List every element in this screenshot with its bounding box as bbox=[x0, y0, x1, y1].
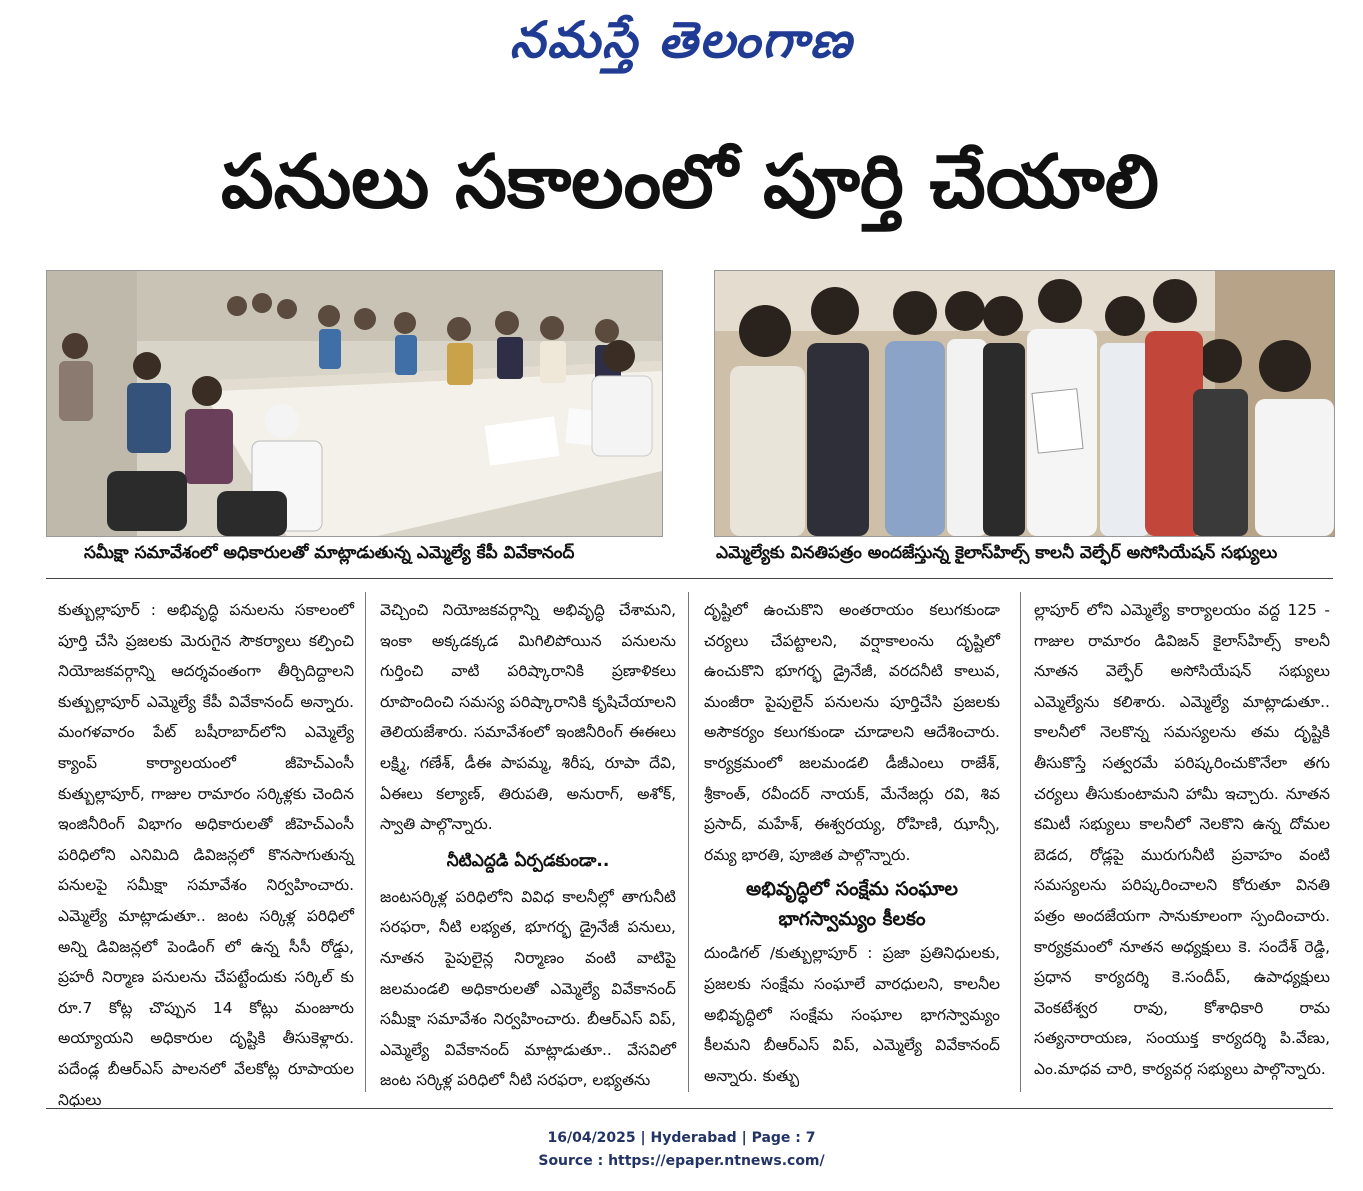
right-photo-caption: ఎమ్మెల్యేకు వినతిపత్రం అందజేస్తున్న కైలాస్‌హిల్స్ కాలనీ వెల్ఫేర్ అసోసియేషన్ సభ్యులు bbox=[716, 543, 1278, 563]
column-divider bbox=[365, 592, 366, 1092]
subheading: నీటిఎద్దడి ఏర్పడకుండా.. bbox=[446, 850, 610, 871]
column-divider bbox=[688, 592, 689, 1092]
left-photo-caption: సమీక్షా సమావేశంలో అధికారులతో మాట్లాడుతున్న ఎమ్మెల్యే కేపీ వివేకానంద్ bbox=[84, 543, 575, 563]
bottom-rule bbox=[46, 1108, 1333, 1109]
article-column-4 bbox=[1034, 595, 1330, 1090]
article-column-1 bbox=[58, 595, 354, 1109]
caption-divider bbox=[46, 578, 1333, 579]
group-photo bbox=[714, 270, 1335, 537]
meeting-photo bbox=[46, 270, 663, 537]
article-column-2 bbox=[380, 595, 676, 1090]
headline: పనులు సకాలంలో పూర్తి చేయాలి bbox=[221, 139, 1159, 225]
article-column-3 bbox=[704, 595, 1000, 1090]
article-paragraph: కుత్బుల్లాపూర్ : అభివృద్ధి పనులను సకాలంలో పూర్తి చేసి ప్రజలకు మెరుగైన సౌకర్యాలు కల్పించి నియోజకవర్గాన్ని ఆదర్శవంతంగా తీర్చిదిద్దాలని కుత్బుల్లాపూర్ ఎమ్మెల్యే కేపీ వివేకానంద్ అన్నారు. మంగళవారం పేట్ బషీరాబాద్‌లోని ఎమ్మెల్యే క్యాంప్ కార్యాలయంలో జీహెచ్‌ఎంసీ కుత్బుల్లాపూర్, గాజుల రామారం సర్కిళ్లకు చెందిన ఇంజినీరింగ్ విభాగం అధికారులతో జీహెచ్‌ఎంసీ పరిధిలోని ఎనిమిది డివిజన్లలో కొనసాగుతున్న పనులపై సమీక్షా సమావేశం నిర్వహించారు. ఎమ్మెల్యే మాట్లాడుతూ.. జంట సర్కిళ్ల పరిధిలో అన్ని డివిజన్లలో పెండింగ్ లో ఉన్న సీసీ రోడ్డు, ప్రహరీ నిర్మాణ పనులను చేపట్టేందుకు సర్కిల్ కు రూ.7 కోట్ల చొప్పున 14 కోట్లు మంజూరు అయ్యాయని అధికారుల దృష్టికి తీసుకెళ్లారు. పదేండ్ల బీఆర్‌ఎస్ పాలనలో వేలకోట్ల రూపాయల నిధులు bbox=[58, 601, 354, 1109]
article-paragraph: దృష్టిలో ఉంచుకొని అంతరాయం కలుగకుండా చర్యలు చేపట్టాలని, వర్షాకాలంను దృష్టిలో ఉంచుకొని భూగర్భ డ్రైనేజీ, వరదనీటి కాలువ, మంజీరా పైపులైన్ పనులను పూర్తిచేసి ప్రజలకు అసౌకర్యం కలుగకుండా చూడాలని ఆదేశించారు. కార్యక్రమంలో జలమండలి డీజీఎంలు రాజేశ్, శ్రీకాంత్, రవీందర్ నాయక్, మేనేజర్లు రవి, శివ ప్రసాద్, మహేశ్, ఈశ్వరయ్య, రోహిణి, ఝాన్సీ, రమ్య భారతి, పూజిత పాల్గొన్నారు. bbox=[704, 601, 1000, 864]
masthead-logo: నమస్తే తెలంగాణ bbox=[509, 10, 854, 69]
article-paragraph: దుండిగల్ /కుత్బుల్లాపూర్ : ప్రజా ప్రతినిధులకు, ప్రజలకు సంక్షేమ సంఘాలే వారధులని, కాలనీల అభివృద్ధిలో సంక్షేమ సంఘాల భాగస్వామ్యం కీలమని బీఆర్‌ఎస్ విప్, ఎమ్మెల్యే వివేకానంద్ అన్నారు. కుత్బు bbox=[704, 944, 1000, 1085]
footer-source-line: Source : https://epaper.ntnews.com/ bbox=[538, 1153, 825, 1169]
article-paragraph: వెచ్చించి నియోజకవర్గాన్ని అభివృద్ధి చేశామని, ఇంకా అక్కడక్కడ మిగిలిపోయిన పనులను గుర్తించి వాటి పరిష్కారానికి ప్రణాళికలు రూపొందించి సమస్య పరిష్కారానికి కృషిచేయాలని తెలియజేశారు. సమావేశంలో ఇంజినీరింగ్ ఈఈలు లక్ష్మి, గణేశ్, డీఈ పాపమ్మ, శిరీష, రూపా దేవి, ఏఈలు కల్యాణ్, తిరుపతి, అనురాగ్, అశోక్, స్వాతి పాల్గొన్నారు. bbox=[380, 601, 676, 834]
subheading: అభివృద్ధిలో సంక్షేమ సంఘాల భాగస్వామ్యం కీలకం bbox=[746, 878, 958, 931]
column-divider bbox=[1020, 592, 1021, 1092]
article-paragraph: జంటసర్కిళ్ల పరిధిలోని వివిధ కాలనీల్లో తాగునీటి సరఫరా, నీటి లభ్యత, భూగర్భ డ్రైనేజీ పనులు, నూతన పైపులైన్ల నిర్మాణం వంటి వాటిపై జలమండలి అధికారులతో ఎమ్మెల్యే వివేకానంద్ సమీక్షా సమావేశం నిర్వహించారు. బీఆర్‌ఎస్ విప్, ఎమ్మెల్యే వివేకానంద్ మాట్లాడుతూ.. వేసవిలో జంట సర్కిళ్ల పరిధిలో నీటి సరఫరా, లభ్యతను bbox=[380, 887, 676, 1090]
footer-date-line: 16/04/2025 | Hyderabad | Page : 7 bbox=[547, 1130, 816, 1146]
article-paragraph: ల్లాపూర్ లోని ఎమ్మెల్యే కార్యాలయం వద్ద 125 - గాజుల రామారం డివిజన్ కైలాస్‌హిల్స్ కాలనీ నూతన వెల్ఫేర్ అసోసియేషన్ సభ్యులు ఎమ్మెల్యేను కలిశారు. ఎమ్మెల్యే మాట్లాడుతూ.. కాలనీలో నెలకొన్న సమస్యలను తమ దృష్టికి తీసుకొస్తే సత్వరమే పరిష్కరించుకొనేలా తగు చర్యలు తీసుకుంటామని హామీ ఇచ్చారు. నూతన కమిటీ సభ్యులు కాలనీలో నెలకొని ఉన్న దోమల బెడద, రోడ్లపై మురుగునీటి ప్రవాహం వంటి సమస్యలను పరిష్కరించాలని కోరుతూ వినతి పత్రం అందజేయగా సానుకూలంగా స్పందించారు. కార్యక్రమంలో నూతన అధ్యక్షులు కె. సందేశ్ రెడ్డి, ప్రధాన కార్యదర్శి కె.సందీప్, ఉపాధ్యక్షులు వెంకటేశ్వర రావు, కోశాధికారి రామ సత్యనారాయణ, సంయుక్త కార్యదర్శి పి.వేణు, ఎం.మాధవ చారి, కార్యవర్గ సభ్యులు పాల్గొన్నారు. bbox=[1034, 601, 1330, 1078]
